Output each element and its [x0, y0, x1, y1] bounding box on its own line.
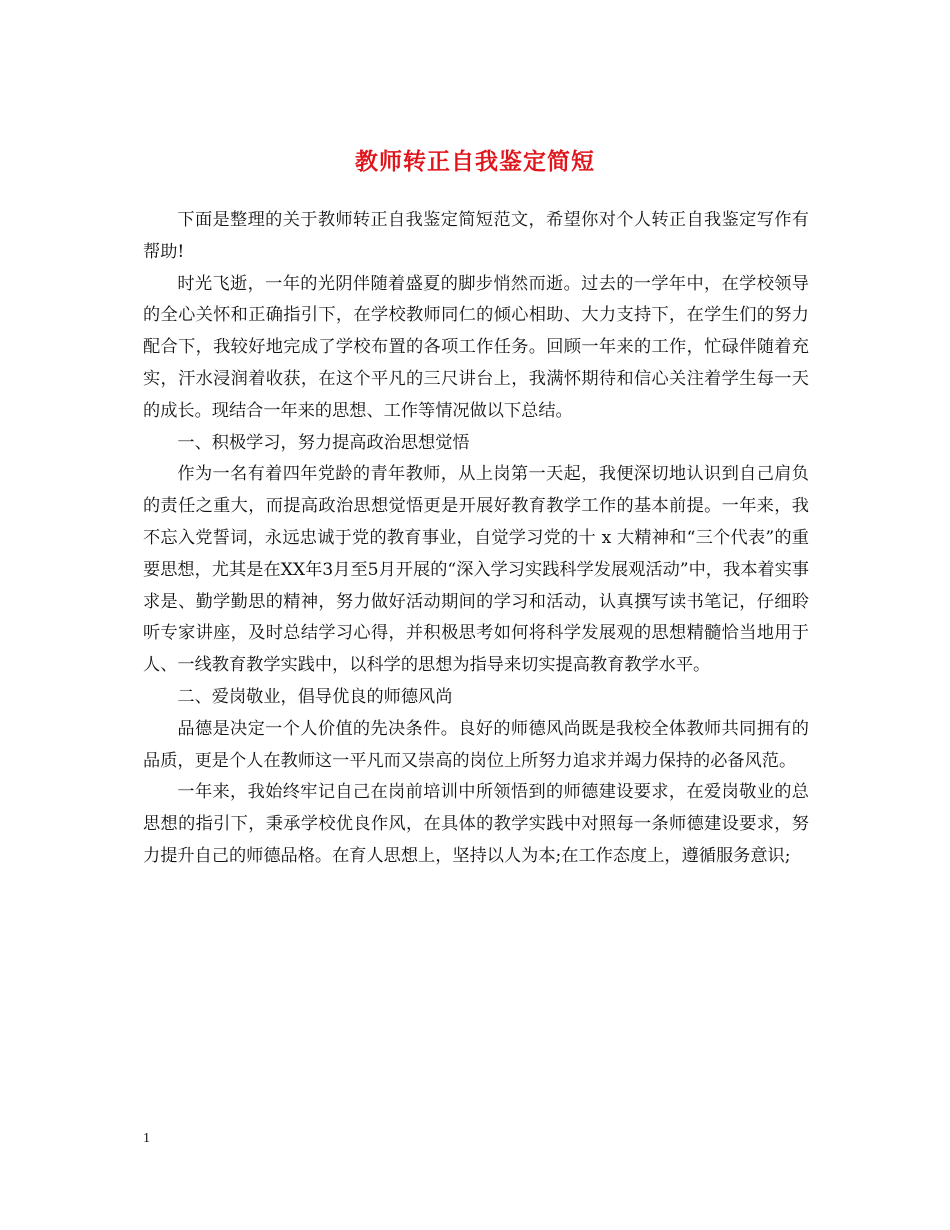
- section-heading-2: 二、爱岗敬业，倡导优良的师德风尚: [177, 686, 453, 707]
- paragraph-ethics: 品德是决定一个人价值的先决条件。良好的师德风尚既是我校全体教师共同拥有的品质，更是个人在教师这一平凡而又崇高的岗位上所努力追求并竭力保持的必备风范。: [143, 718, 809, 771]
- paragraph-political: 作为一名有着四年党龄的青年教师，从上岗第一天起，我便深切地认识到自己肩负的责任之重大，而提高政治思想觉悟更是开展好教育教学工作的基本前提。一年来，我不忘入党誓词，永远忠诚于党的教育事业，自觉学习党的十 x 大精神和“三个代表”的重要思想，尤其是在XX年3月至5月开展的“深入学习实践科学发展观活动”中，我本着实事求是、勤学勤思的精神，努力做好活动期间的学习和活动，认真撰写读书笔记，仔细聆听专家讲座，及时总结学习心得，并积极思考如何将科学发展观的思想精髓恰当地用于人、一线教育教学实践中，以科学的思想为指导来切实提高教育教学水平。: [143, 464, 809, 676]
- document-title: 教师转正自我鉴定简短: [355, 148, 595, 176]
- paragraph-ethics-practice: 一年来，我始终牢记自己在岗前培训中所领悟到的师德建设要求，在爱岗敬业的总思想的指引下，秉承学校优良作风，在具体的教学实践中对照每一条师德建设要求，努力提升自己的师德品格。在育人思想上，坚持以人为本;在工作态度上，遵循服务意识;: [143, 782, 809, 866]
- paragraph-intro: 下面是整理的关于教师转正自我鉴定简短范文，希望你对个人转正自我鉴定写作有帮助!: [143, 210, 809, 262]
- section-heading-1: 一、积极学习，努力提高政治思想觉悟: [177, 432, 470, 453]
- paragraph-review: 时光飞逝，一年的光阴伴随着盛夏的脚步悄然而逝。过去的一学年中，在学校领导的全心关怀和正确指引下，在学校教师同仁的倾心相助、大力支持下，在学生们的努力配合下，我较好地完成了学校布置的各项工作任务。回顾一年来的工作，忙碌伴随着充实，汗水浸润着收获，在这个平凡的三尺讲台上，我满怀期待和信心关注着学生每一天的成长。现结合一年来的思想、工作等情况做以下总结。: [143, 273, 809, 421]
- page-number: 1: [143, 1131, 150, 1146]
- document-body: [143, 205, 809, 873]
